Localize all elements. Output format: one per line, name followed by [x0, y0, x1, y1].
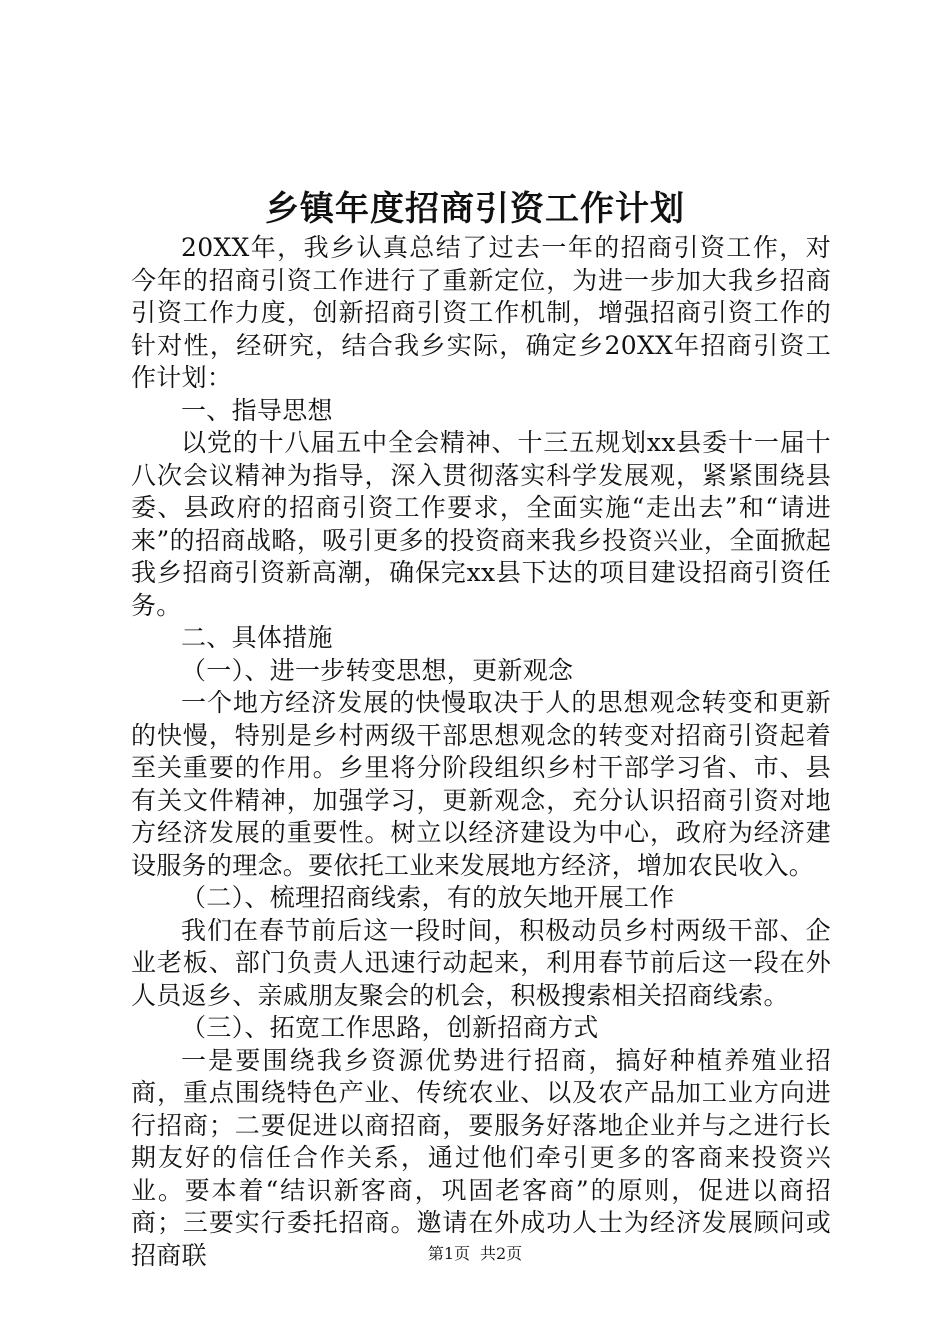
subheading-sort-leads: （二）、梳理招商线索，有的放矢地开展工作 — [181, 883, 675, 912]
sort-leads-paragraph: 我们在春节前后这一段时间，积极动员乡村两级干部、企业老板、部门负责人迅速行动起来，利用春节前后这一段在外人员返乡、亲戚朋友聚会的机会，积极搜索相关招商线索。 — [131, 915, 831, 1010]
document-body — [131, 232, 831, 1272]
section-heading-guiding-ideology: 一、指导思想 — [181, 395, 333, 425]
change-thinking-paragraph: 一个地方经济发展的快慢取决于人的思想观念转变和更新的快慢，特别是乡村两级干部思想观念的转变对招商引资起着至关重要的作用。乡里将分阶段组织乡村干部学习省、市、县有关文件精神，加强学习，更新观念，充分认识招商引资对地方经济发展的重要性。树立以经济建设为中心，政府为经济建设服务的理念。要依托工业来发展地方经济，增加农民收入。 — [131, 688, 831, 880]
page-number: 第1页 — [427, 1244, 470, 1263]
section-heading-specific-measures: 二、具体措施 — [181, 623, 333, 652]
subheading-change-thinking: （一）、进一步转变思想，更新观念 — [181, 655, 574, 685]
document-title: 乡镇年度招商引资工作计划 — [265, 189, 685, 229]
subheading-broaden-approach: （三）、拓宽工作思路，创新招商方式 — [181, 1013, 599, 1042]
page-total: 共2页 — [480, 1244, 523, 1263]
intro-paragraph: 20XX年，我乡认真总结了过去一年的招商引资工作，对今年的招商引资工作进行了重新定位，为进一步加大我乡招商引资工作力度，创新招商引资工作机制，增强招商引资工作的针对性，经研究，结合我乡实际，确定乡20XX年招商引资工作计划： — [131, 233, 831, 392]
page-footer — [0, 1243, 950, 1265]
guiding-ideology-paragraph: 以党的十八届五中全会精神、十三五规划xx县委十一届十八次会议精神为指导，深入贯彻落实科学发展观，紧紧围绕县委、县政府的招商引资工作要求，全面实施“走出去”和“请进来”的招商战略，吸引更多的投资商来我乡投资兴业，全面掀起我乡招商引资新高潮，确保完xx县下达的项目建设招商引资任务。 — [131, 428, 831, 620]
broaden-approach-paragraph: 一是要围绕我乡资源优势进行招商，搞好种植养殖业招商，重点围绕特色产业、传统农业、以及农产品加工业方向进行招商；二要促进以商招商，要服务好落地企业并与之进行长期友好的信任合作关系，通过他们牵引更多的客商来投资兴业。要本着“结识新客商，巩固老客商”的原则，促进以商招商；三要实行委托招商。邀请在外成功人士为经济发展顾问或招商联 — [131, 1045, 831, 1270]
